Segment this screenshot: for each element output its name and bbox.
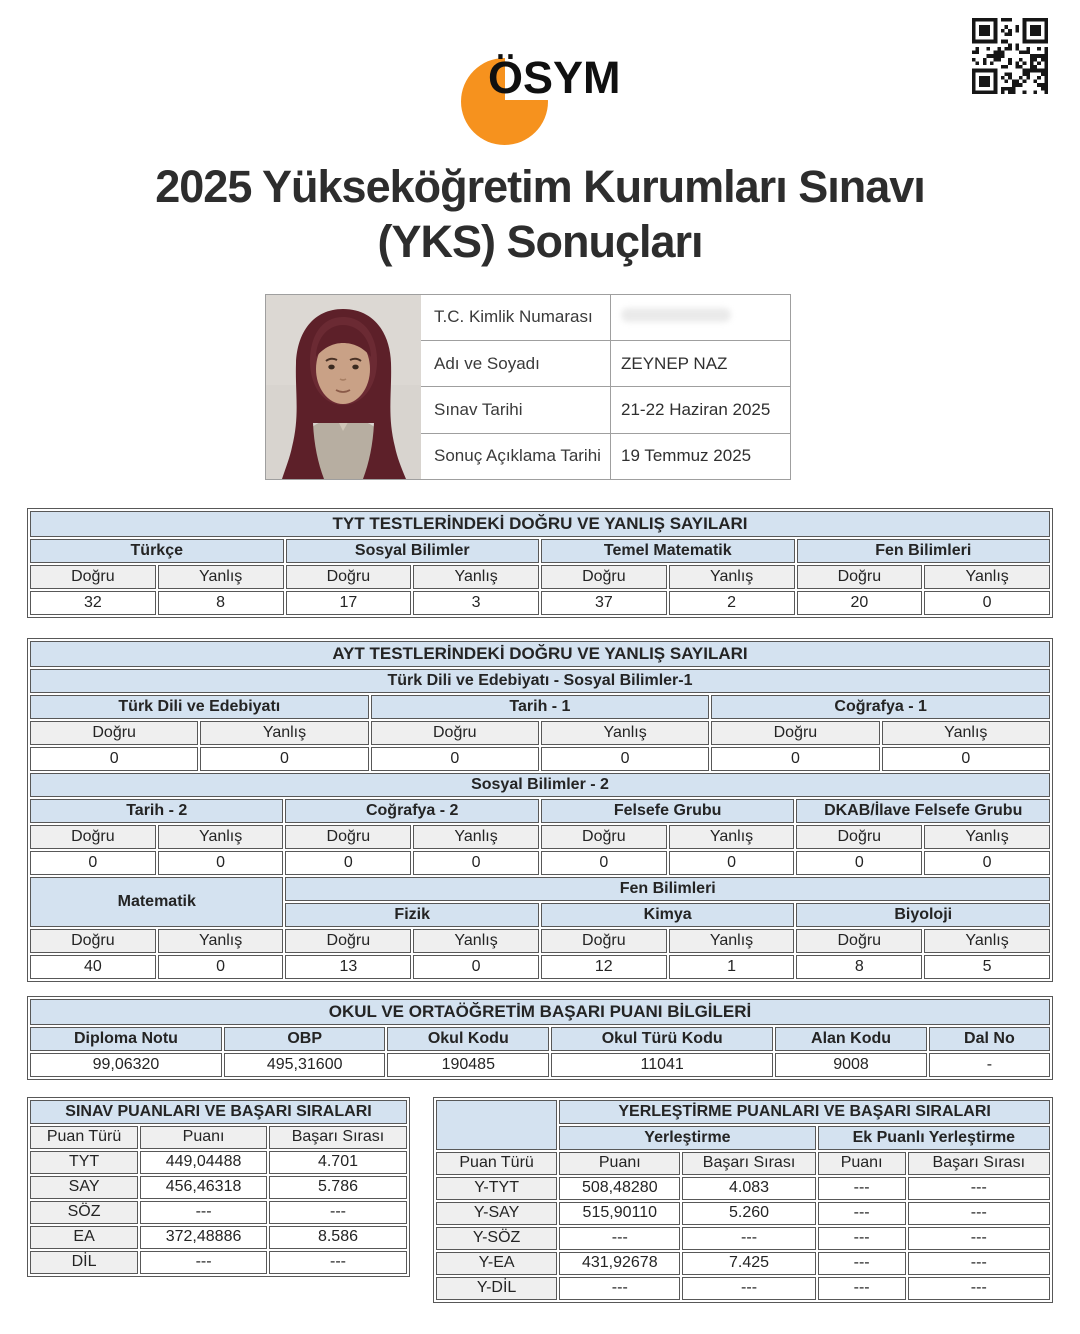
ayt-subject-tarih1: Tarih - 1: [371, 695, 710, 719]
info-value-sonuc-tarihi: 19 Temmuz 2025: [611, 433, 791, 479]
table-row: [30, 641, 1050, 667]
tyt-subject-sosyal: Sosyal Bilimler: [286, 539, 540, 563]
row-ydil-sira: ---: [682, 1277, 815, 1300]
ayt-tarih1-dogru: 0: [371, 747, 539, 771]
page-header: [27, 0, 1053, 148]
dogru-label: Doğru: [30, 721, 198, 745]
row-ydil-puan: ---: [559, 1277, 680, 1300]
dogru-label: Doğru: [285, 929, 411, 953]
table-row: [30, 539, 1050, 563]
tyt-turkce-yanlis: 8: [158, 591, 284, 615]
row-ytyt-ekpuan: ---: [818, 1177, 906, 1200]
ayt-cografya2-dogru: 0: [285, 851, 411, 875]
row-ea-sira: 8.586: [269, 1226, 407, 1249]
ayt-subject-felsefe: Felsefe Grubu: [541, 799, 794, 823]
yanlis-label: Yanlış: [541, 721, 709, 745]
table-row: [30, 1226, 407, 1249]
table-row: [30, 999, 1050, 1025]
okul-col-obp: OBP: [224, 1027, 386, 1051]
row-tyt-label: TYT: [30, 1151, 138, 1174]
ayt-subject-tarih2: Tarih - 2: [30, 799, 283, 823]
yanlis-label: Yanlış: [669, 929, 795, 953]
table-row: [30, 825, 1050, 849]
row-yea-ekpuan: ---: [818, 1252, 906, 1275]
yanlis-label: Yanlış: [669, 565, 795, 589]
info-label-sonuc-tarihi: Sonuç Açıklama Tarihi: [421, 433, 611, 479]
yanlis-label: Yanlış: [413, 825, 539, 849]
table-row: [436, 1202, 1050, 1225]
row-yea-sira: 7.425: [682, 1252, 815, 1275]
table-row: [436, 1100, 1050, 1124]
row-soz-label: SÖZ: [30, 1201, 138, 1224]
row-tyt-puan: 449,04488: [140, 1151, 267, 1174]
yerlestirme-group2: Ek Puanlı Yerleştirme: [818, 1126, 1050, 1150]
row-ydil-eksira: ---: [908, 1277, 1050, 1300]
row-dil-label: DİL: [30, 1251, 138, 1274]
row-ysay-ekpuan: ---: [818, 1202, 906, 1225]
ayt-fizik-dogru: 13: [285, 955, 411, 979]
yanlis-label: Yanlış: [924, 825, 1050, 849]
tyt-turkce-dogru: 32: [30, 591, 156, 615]
row-ytyt-puan: 508,48280: [559, 1177, 680, 1200]
okul-val-obp: 495,31600: [224, 1053, 386, 1077]
row-ysay-sira: 5.260: [682, 1202, 815, 1225]
row-say-sira: 5.786: [269, 1176, 407, 1199]
yanlis-label: Yanlış: [882, 721, 1050, 745]
ayt-cografya2-yanlis: 0: [413, 851, 539, 875]
scores-row: [27, 1097, 1053, 1303]
okul-title: OKUL VE ORTAÖĞRETİM BAŞARI PUANI BİLGİLERİ: [30, 999, 1050, 1025]
okul-val-okulturu: 11041: [551, 1053, 773, 1077]
table-row: [30, 591, 1050, 615]
table-row: [436, 1227, 1050, 1250]
tyt-table: [27, 508, 1053, 618]
dogru-label: Doğru: [796, 929, 922, 953]
tyt-sosyal-yanlis: 3: [413, 591, 539, 615]
portrait-image: [266, 295, 421, 479]
ayt-section1-title: Türk Dili ve Edebiyatı - Sosyal Bilimler-1: [30, 669, 1050, 693]
info-value-kimlik: [611, 294, 791, 340]
table-row: [30, 695, 1050, 719]
row-ea-puan: 372,48886: [140, 1226, 267, 1249]
ayt-section2-title: Sosyal Bilimler - 2: [30, 773, 1050, 797]
row-ytyt-label: Y-TYT: [436, 1177, 557, 1200]
dogru-label: Doğru: [797, 565, 923, 589]
table-row: [30, 511, 1050, 537]
table-row: [436, 1277, 1050, 1300]
row-ysay-eksira: ---: [908, 1202, 1050, 1225]
ayt-felsefe-yanlis: 0: [669, 851, 795, 875]
ayt-cografya1-yanlis: 0: [882, 747, 1050, 771]
table-row: [30, 1201, 407, 1224]
candidate-photo: [266, 294, 421, 479]
ayt-fizik-yanlis: 0: [413, 955, 539, 979]
table-row: [436, 1152, 1050, 1175]
ayt-subject-matematik: Matematik: [30, 877, 283, 927]
yerlestirme-title: YERLEŞTİRME PUANLARI VE BAŞARI SIRALARI: [559, 1100, 1050, 1124]
okul-val-diploma: 99,06320: [30, 1053, 222, 1077]
info-value-sinav-tarihi: 21-22 Haziran 2025: [611, 387, 791, 433]
ayt-tarih2-yanlis: 0: [158, 851, 284, 875]
col-puan-turu: Puan Türü: [30, 1126, 138, 1149]
ayt-matematik-dogru: 40: [30, 955, 156, 979]
table-row: [266, 294, 791, 340]
sinav-puanlari-table: [27, 1097, 410, 1277]
col-ek-puani: Puanı: [818, 1152, 906, 1175]
ayt-subject-kimya: Kimya: [541, 903, 794, 927]
ayt-subject-fizik: Fizik: [285, 903, 538, 927]
ayt-fen-title: Fen Bilimleri: [285, 877, 1050, 901]
col-basari-sirasi: Başarı Sırası: [682, 1152, 815, 1175]
info-label-sinav-tarihi: Sınav Tarihi: [421, 387, 611, 433]
tyt-sosyal-dogru: 17: [286, 591, 412, 615]
row-ysoz-sira: ---: [682, 1227, 815, 1250]
dogru-label: Doğru: [711, 721, 879, 745]
table-row: [30, 1126, 407, 1149]
tyt-fen-dogru: 20: [797, 591, 923, 615]
table-row: [30, 1151, 407, 1174]
okul-col-okulturu: Okul Türü Kodu: [551, 1027, 773, 1051]
table-row: [30, 851, 1050, 875]
col-ek-basari-sirasi: Başarı Sırası: [908, 1152, 1050, 1175]
row-soz-puan: ---: [140, 1201, 267, 1224]
tyt-fen-yanlis: 0: [924, 591, 1050, 615]
table-row: [436, 1252, 1050, 1275]
table-row: [30, 1027, 1050, 1051]
ayt-biyoloji-yanlis: 5: [924, 955, 1050, 979]
tyt-title: TYT TESTLERİNDEKİ DOĞRU VE YANLIŞ SAYILARI: [30, 511, 1050, 537]
dogru-label: Doğru: [30, 565, 156, 589]
ayt-kimya-yanlis: 1: [669, 955, 795, 979]
table-row: [30, 747, 1050, 771]
ayt-felsefe-dogru: 0: [541, 851, 667, 875]
ayt-tarih1-yanlis: 0: [541, 747, 709, 771]
table-row: [30, 929, 1050, 953]
row-yea-eksira: ---: [908, 1252, 1050, 1275]
ayt-table: [27, 638, 1053, 982]
page-title-line1: 2025 Yükseköğretim Kurumları Sınavı: [155, 161, 925, 212]
okul-col-diploma: Diploma Notu: [30, 1027, 222, 1051]
dogru-label: Doğru: [286, 565, 412, 589]
dogru-label: Doğru: [796, 825, 922, 849]
osym-logo-text: ÖSYM: [488, 52, 621, 103]
ayt-title: AYT TESTLERİNDEKİ DOĞRU VE YANLIŞ SAYILARI: [30, 641, 1050, 667]
okul-col-alan: Alan Kodu: [775, 1027, 927, 1051]
col-puani: Puanı: [140, 1126, 267, 1149]
yerlestirme-group1: Yerleştirme: [559, 1126, 816, 1150]
row-ysoz-puan: ---: [559, 1227, 680, 1250]
table-row: [30, 721, 1050, 745]
okul-val-okulkodu: 190485: [387, 1053, 549, 1077]
row-ea-label: EA: [30, 1226, 138, 1249]
yerlestirme-corner-cell: [436, 1100, 557, 1150]
ayt-dkab-dogru: 0: [796, 851, 922, 875]
row-yea-puan: 431,92678: [559, 1252, 680, 1275]
table-row: [30, 669, 1050, 693]
row-soz-sira: ---: [269, 1201, 407, 1224]
row-ysoz-eksira: ---: [908, 1227, 1050, 1250]
ayt-subject-cografya2: Coğrafya - 2: [285, 799, 538, 823]
table-row: [30, 773, 1050, 797]
dogru-label: Doğru: [285, 825, 411, 849]
row-dil-puan: ---: [140, 1251, 267, 1274]
col-puani: Puanı: [559, 1152, 680, 1175]
ayt-matematik-yanlis: 0: [158, 955, 284, 979]
tyt-subject-turkce: Türkçe: [30, 539, 284, 563]
row-yea-label: Y-EA: [436, 1252, 557, 1275]
table-row: [30, 1176, 407, 1199]
row-dil-sira: ---: [269, 1251, 407, 1274]
qr-code-icon: [972, 18, 1048, 94]
yanlis-label: Yanlış: [158, 825, 284, 849]
yanlis-label: Yanlış: [669, 825, 795, 849]
tyt-subject-matematik: Temel Matematik: [541, 539, 795, 563]
okul-col-dal: Dal No: [929, 1027, 1050, 1051]
table-row: [30, 1100, 407, 1124]
row-ydil-label: Y-DİL: [436, 1277, 557, 1300]
okul-table: [27, 996, 1053, 1080]
okul-val-dal: -: [929, 1053, 1050, 1077]
tyt-matematik-yanlis: 2: [669, 591, 795, 615]
row-say-label: SAY: [30, 1176, 138, 1199]
row-ytyt-eksira: ---: [908, 1177, 1050, 1200]
row-tyt-sira: 4.701: [269, 1151, 407, 1174]
tyt-matematik-dogru: 37: [541, 591, 667, 615]
ayt-subject-tde: Türk Dili ve Edebiyatı: [30, 695, 369, 719]
sinav-puanlari-title: SINAV PUANLARI VE BAŞARI SIRALARI: [30, 1100, 407, 1124]
ayt-tde-dogru: 0: [30, 747, 198, 771]
yanlis-label: Yanlış: [158, 929, 284, 953]
yanlis-label: Yanlış: [924, 929, 1050, 953]
identity-table: [265, 294, 791, 480]
info-value-ad: ZEYNEP NAZ: [611, 341, 791, 387]
ayt-dkab-yanlis: 0: [924, 851, 1050, 875]
ayt-tarih2-dogru: 0: [30, 851, 156, 875]
page-title-line2: (YKS) Sonuçları: [377, 215, 703, 267]
table-row: [30, 565, 1050, 589]
info-label-kimlik: T.C. Kimlik Numarası: [421, 294, 611, 340]
table-row: [30, 1053, 1050, 1077]
ayt-subject-dkab: DKAB/İlave Felsefe Grubu: [796, 799, 1050, 823]
row-ysay-puan: 515,90110: [559, 1202, 680, 1225]
table-row: [30, 799, 1050, 823]
osym-logo: [461, 54, 631, 146]
ayt-kimya-dogru: 12: [541, 955, 667, 979]
row-ysoz-label: Y-SÖZ: [436, 1227, 557, 1250]
dogru-label: Doğru: [541, 825, 667, 849]
row-ydil-ekpuan: ---: [818, 1277, 906, 1300]
dogru-label: Doğru: [30, 929, 156, 953]
redacted-id-value: [621, 308, 731, 322]
dogru-label: Doğru: [30, 825, 156, 849]
dogru-label: Doğru: [541, 565, 667, 589]
okul-val-alan: 9008: [775, 1053, 927, 1077]
dogru-label: Doğru: [541, 929, 667, 953]
yanlis-label: Yanlış: [200, 721, 368, 745]
info-label-ad: Adı ve Soyadı: [421, 341, 611, 387]
ayt-tde-yanlis: 0: [200, 747, 368, 771]
row-ysoz-ekpuan: ---: [818, 1227, 906, 1250]
table-row: [30, 1251, 407, 1274]
yerlestirme-table: [433, 1097, 1053, 1303]
ayt-cografya1-dogru: 0: [711, 747, 879, 771]
ayt-subject-cografya1: Coğrafya - 1: [711, 695, 1050, 719]
row-ytyt-sira: 4.083: [682, 1177, 815, 1200]
yanlis-label: Yanlış: [413, 565, 539, 589]
row-say-puan: 456,46318: [140, 1176, 267, 1199]
table-row: [436, 1177, 1050, 1200]
yanlis-label: Yanlış: [158, 565, 284, 589]
yanlis-label: Yanlış: [413, 929, 539, 953]
page-title: [27, 160, 1053, 270]
yanlis-label: Yanlış: [924, 565, 1050, 589]
dogru-label: Doğru: [371, 721, 539, 745]
ayt-subject-biyoloji: Biyoloji: [796, 903, 1050, 927]
table-row: [30, 877, 1050, 901]
table-row: [30, 955, 1050, 979]
tyt-subject-fen: Fen Bilimleri: [797, 539, 1051, 563]
ayt-biyoloji-dogru: 8: [796, 955, 922, 979]
okul-col-okulkodu: Okul Kodu: [387, 1027, 549, 1051]
row-ysay-label: Y-SAY: [436, 1202, 557, 1225]
col-puan-turu: Puan Türü: [436, 1152, 557, 1175]
col-basari-sirasi: Başarı Sırası: [269, 1126, 407, 1149]
